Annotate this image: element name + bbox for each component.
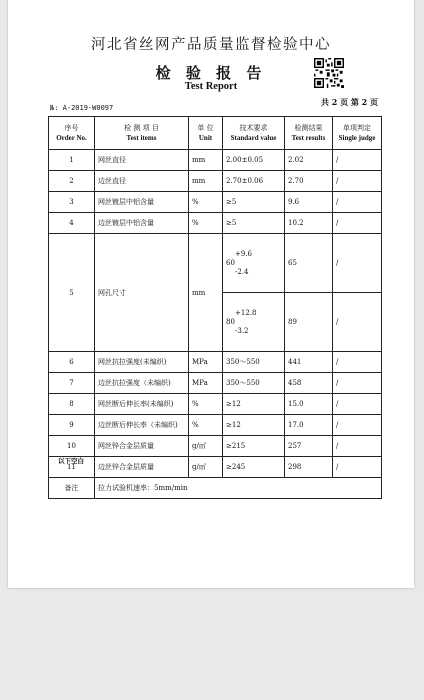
report-number: №: A-2019-W0097 [50,104,114,112]
remark-text: 拉力试验机速率：5mm/min [95,478,382,499]
end-note: 以下空白 [58,457,84,465]
header-standard-value: 技术要求 Standard value [223,117,285,150]
header-test-items: 检 测 项 目 Test items [95,117,189,150]
header-single-judge: 单项判定 Single judge [333,117,382,150]
table-row: 3 网丝镀层中铝含量 % ≥5 9.6 / [49,192,382,213]
table-row: 4 边丝镀层中铝含量 % ≥5 10.2 / [49,213,382,234]
mesh-standard-a: +9.6 60 -2.4 [223,234,285,293]
table-row: 10 网丝锌合金层质量 g/㎡ ≥215 257 / [49,436,382,457]
table-row-mesh-b: +12.8 80 -3.2 89 / [49,293,382,352]
table-row: 1 网丝直径 mm 2.00±0.05 2.02 / [49,150,382,171]
header-order-no: 序号 Order No. [49,117,95,150]
report-title-cn: 检 验 报 告 [155,64,267,82]
report-sheet [8,0,414,588]
table-row: 6 网丝抗拉强度(未编织) MPa 350～550 441 / [49,352,382,373]
table-row: 11 边丝锌合金层质量 g/㎡ ≥245 298 / [49,457,382,478]
table-row: 8 网丝断后伸长率(未编织) % ≥12 15.0 / [49,394,382,415]
table-row: 7 边丝抗拉强度（未编织) MPa 350～550 458 / [49,373,382,394]
table-row-mesh-a: 5 网孔尺寸 mm +9.6 60 -2.4 65 / [49,234,382,293]
qr-code-icon [314,58,344,88]
table-header-row [49,117,382,150]
remark-row [49,478,382,499]
table-row: 2 边丝直径 mm 2.70±0.06 2.70 / [49,171,382,192]
remark-label: 备注 [49,478,95,499]
mesh-standard-b: +12.8 80 -3.2 [223,293,285,352]
results-table [48,116,382,499]
header-unit: 单 位 Unit [189,117,223,150]
table-row: 9 边丝断后伸长率（未编织) % ≥12 17.0 / [49,415,382,436]
report-title-en: Test Report [184,81,238,92]
organization-name: 河北省丝网产品质量监督检验中心 [91,37,331,53]
page-counter: 共 2 页 第 2 页 [320,97,378,107]
header-test-results: 检测结果 Test results [285,117,333,150]
